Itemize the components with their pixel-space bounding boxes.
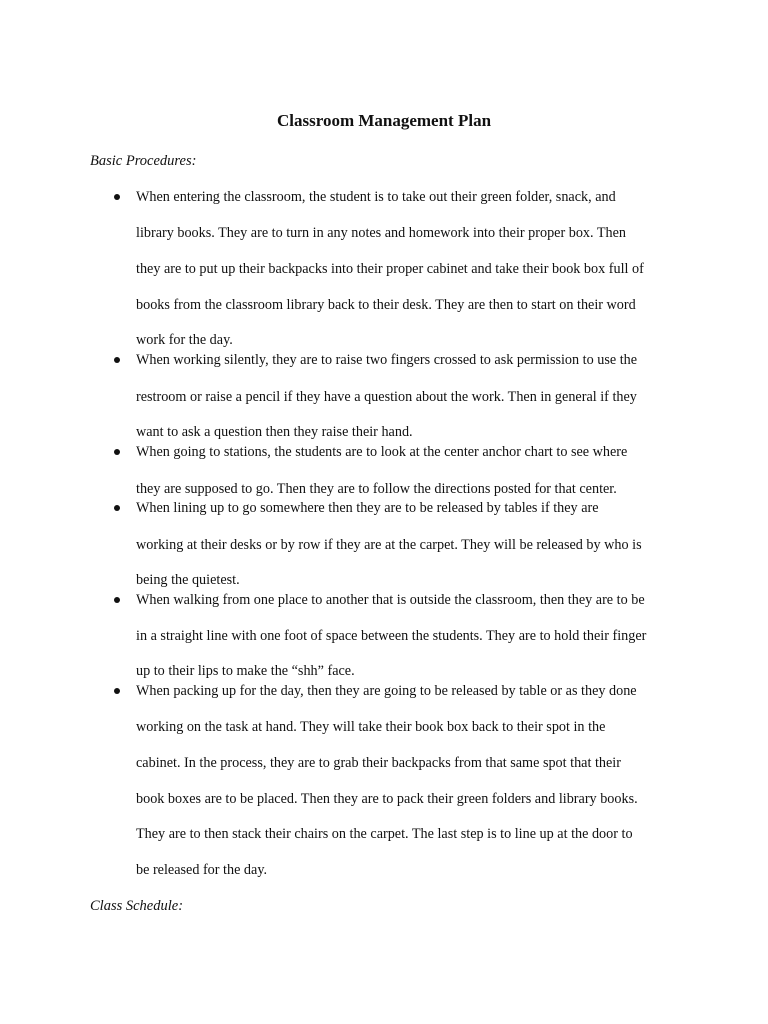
text-line: working on the task at hand. They will take their book box back to their spot in the	[136, 719, 606, 735]
bullet-dot-icon	[114, 194, 120, 200]
text-line: cabinet. In the process, they are to grab their backpacks from that same spot that their	[136, 755, 621, 771]
text-line: When going to stations, the students are to look at the center anchor chart to see where	[136, 444, 628, 460]
section-heading-basic-procedures: Basic Procedures:	[90, 153, 197, 169]
text-line: When walking from one place to another that is outside the classroom, then they are to be	[136, 592, 645, 608]
text-line: work for the day.	[136, 332, 233, 348]
text-line: they are supposed to go. Then they are to follow the directions posted for that center.	[136, 481, 617, 497]
text-line: restroom or raise a pencil if they have a question about the work. Then in general if they	[136, 389, 637, 405]
text-line: working at their desks or by row if they are at the carpet. They will be released by who is	[136, 537, 642, 553]
text-line: being the quietest.	[136, 572, 240, 588]
text-line: When packing up for the day, then they are going to be released by table or as they done	[136, 683, 637, 699]
text-line: When working silently, they are to raise two fingers crossed to ask permission to use the	[136, 352, 638, 368]
bullet-dot-icon	[114, 357, 120, 363]
text-line: want to ask a question then they raise their hand.	[136, 424, 413, 440]
section-heading-class-schedule: Class Schedule:	[90, 898, 184, 914]
text-line: When entering the classroom, the student is to take out their green folder, snack, and	[136, 189, 616, 205]
text-line: they are to put up their backpacks into their proper cabinet and take their book box full of	[136, 261, 644, 277]
bullet-dot-icon	[114, 688, 120, 694]
text-line: in a straight line with one foot of space between the students. They are to hold their finger	[136, 628, 647, 644]
text-line: They are to then stack their chairs on the carpet. The last step is to line up at the door to	[136, 826, 633, 842]
text-line: library books. They are to turn in any notes and homework into their proper box. Then	[136, 225, 627, 241]
bullet-dot-icon	[114, 449, 120, 455]
text-line: books from the classroom library back to their desk. They are then to start on their word	[136, 297, 636, 313]
text-line: When lining up to go somewhere then they are to be released by tables if they are	[136, 500, 599, 516]
bullet-dot-icon	[114, 597, 120, 603]
bullet-dot-icon	[114, 505, 120, 511]
text-line: be released for the day.	[136, 862, 268, 878]
document-title: Classroom Management Plan	[276, 111, 492, 130]
text-line: up to their lips to make the “shh” face.	[136, 663, 355, 679]
text-line: book boxes are to be placed. Then they are to pack their green folders and library books.	[136, 791, 638, 807]
